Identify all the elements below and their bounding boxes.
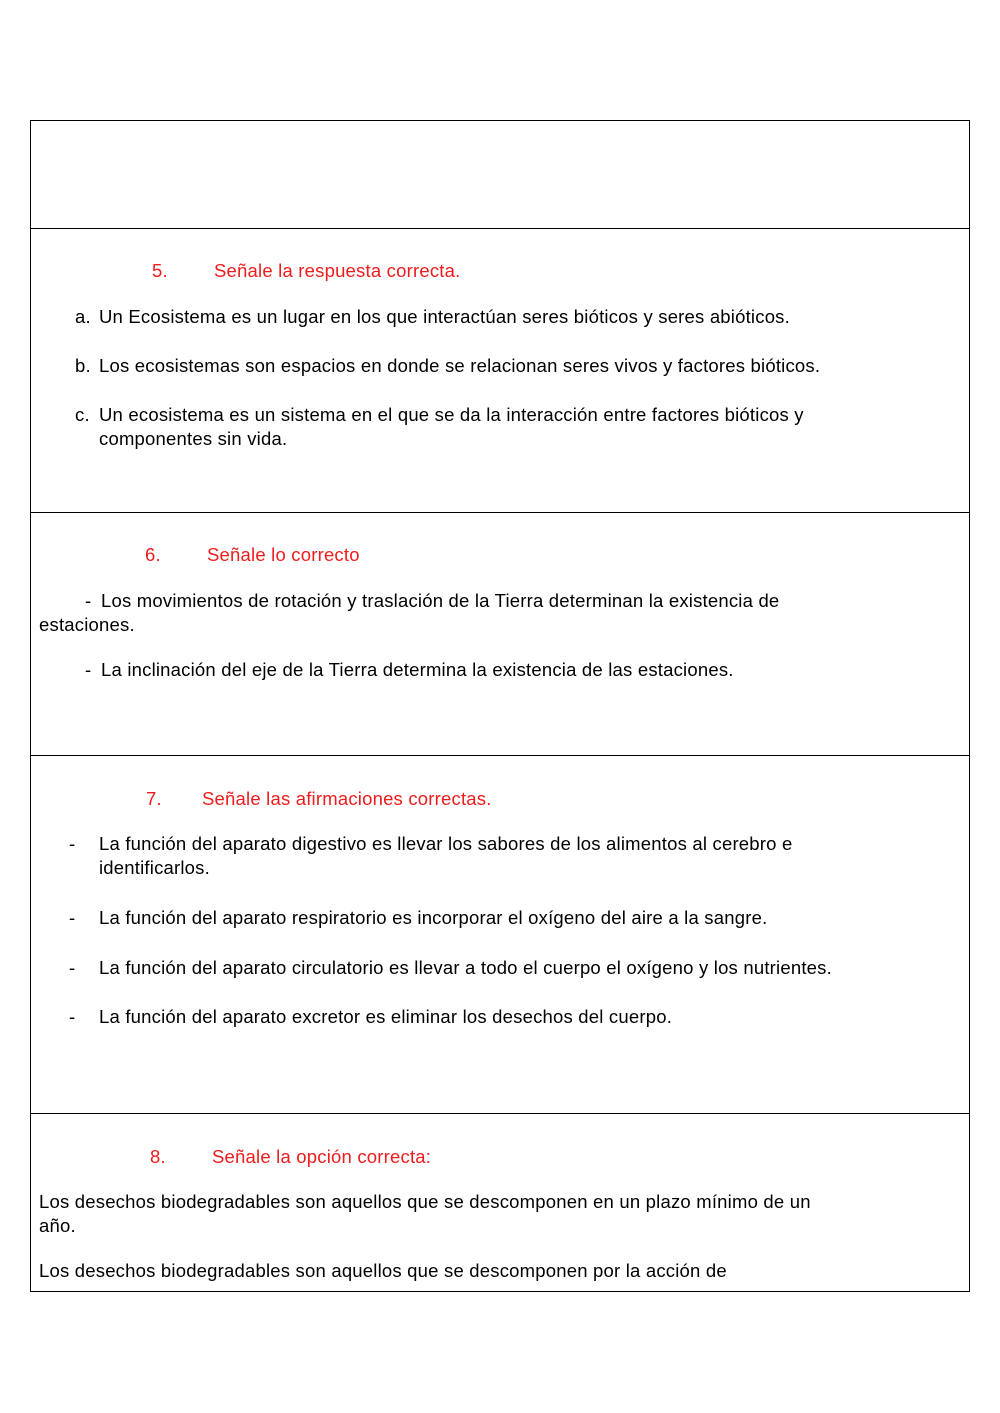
q6-number: 6. <box>145 544 161 565</box>
question-8-cell <box>31 1114 969 1292</box>
q7-title: Señale las afirmaciones correctas. <box>202 788 492 809</box>
q5-option-b-text[interactable]: Los ecosistemas son espacios en donde se relacionan seres vivos y factores bióticos. <box>99 355 821 376</box>
q6-item-2-marker: - <box>85 659 92 680</box>
q7-item-3-text[interactable]: La función del aparato circulatorio es llevar a todo el cuerpo el oxígeno y los nutrientes. <box>99 957 832 978</box>
q8-title: Señale la opción correcta: <box>212 1146 432 1167</box>
q5-option-c-text-line2[interactable]: componentes sin vida. <box>99 428 288 449</box>
q8-item-1-text-line2[interactable]: año. <box>39 1215 76 1236</box>
q5-number: 5. <box>152 260 168 281</box>
q7-item-3-marker: - <box>69 957 76 978</box>
q7-item-4-marker: - <box>69 1006 76 1027</box>
question-6-cell <box>31 513 969 756</box>
q7-item-1-text-line2[interactable]: identificarlos. <box>99 857 210 878</box>
q7-item-1-text[interactable]: La función del aparato digestivo es llevar los sabores de los alimentos al cerebro e <box>99 833 793 854</box>
q6-title: Señale lo correcto <box>207 544 360 565</box>
q5-option-c-text[interactable]: Un ecosistema es un sistema en el que se da la interacción entre factores bióticos y <box>99 404 804 425</box>
q7-item-1-marker: - <box>69 833 76 854</box>
blank-row <box>31 121 969 229</box>
q5-option-b-marker: b. <box>75 355 91 376</box>
q5-option-c-marker: c. <box>75 404 90 425</box>
q6-item-2-text[interactable]: La inclinación del eje de la Tierra determina la existencia de las estaciones. <box>101 659 734 680</box>
q7-number: 7. <box>146 788 162 809</box>
q6-item-1-marker: - <box>85 590 92 611</box>
q6-item-1-text-line2[interactable]: estaciones. <box>39 614 135 635</box>
worksheet-table <box>30 120 970 1292</box>
question-5-cell <box>31 229 969 513</box>
q8-item-2-text[interactable]: Los desechos biodegradables son aquellos que se descomponen por la acción de <box>39 1260 727 1281</box>
q7-item-2-text[interactable]: La función del aparato respiratorio es incorporar el oxígeno del aire a la sangre. <box>99 907 768 928</box>
q8-number: 8. <box>150 1146 166 1167</box>
q5-option-a-text[interactable]: Un Ecosistema es un lugar en los que interactúan seres bióticos y seres abióticos. <box>99 306 790 327</box>
q6-item-1-text[interactable]: Los movimientos de rotación y traslación de la Tierra determinan la existencia de <box>101 590 780 611</box>
question-7-cell <box>31 756 969 1114</box>
q7-item-4-text[interactable]: La función del aparato excretor es eliminar los desechos del cuerpo. <box>99 1006 673 1027</box>
q8-item-1-text[interactable]: Los desechos biodegradables son aquellos que se descomponen en un plazo mínimo de un <box>39 1191 811 1212</box>
q7-item-2-marker: - <box>69 907 76 928</box>
q5-title: Señale la respuesta correcta. <box>214 260 461 281</box>
q5-option-a-marker: a. <box>75 306 91 327</box>
